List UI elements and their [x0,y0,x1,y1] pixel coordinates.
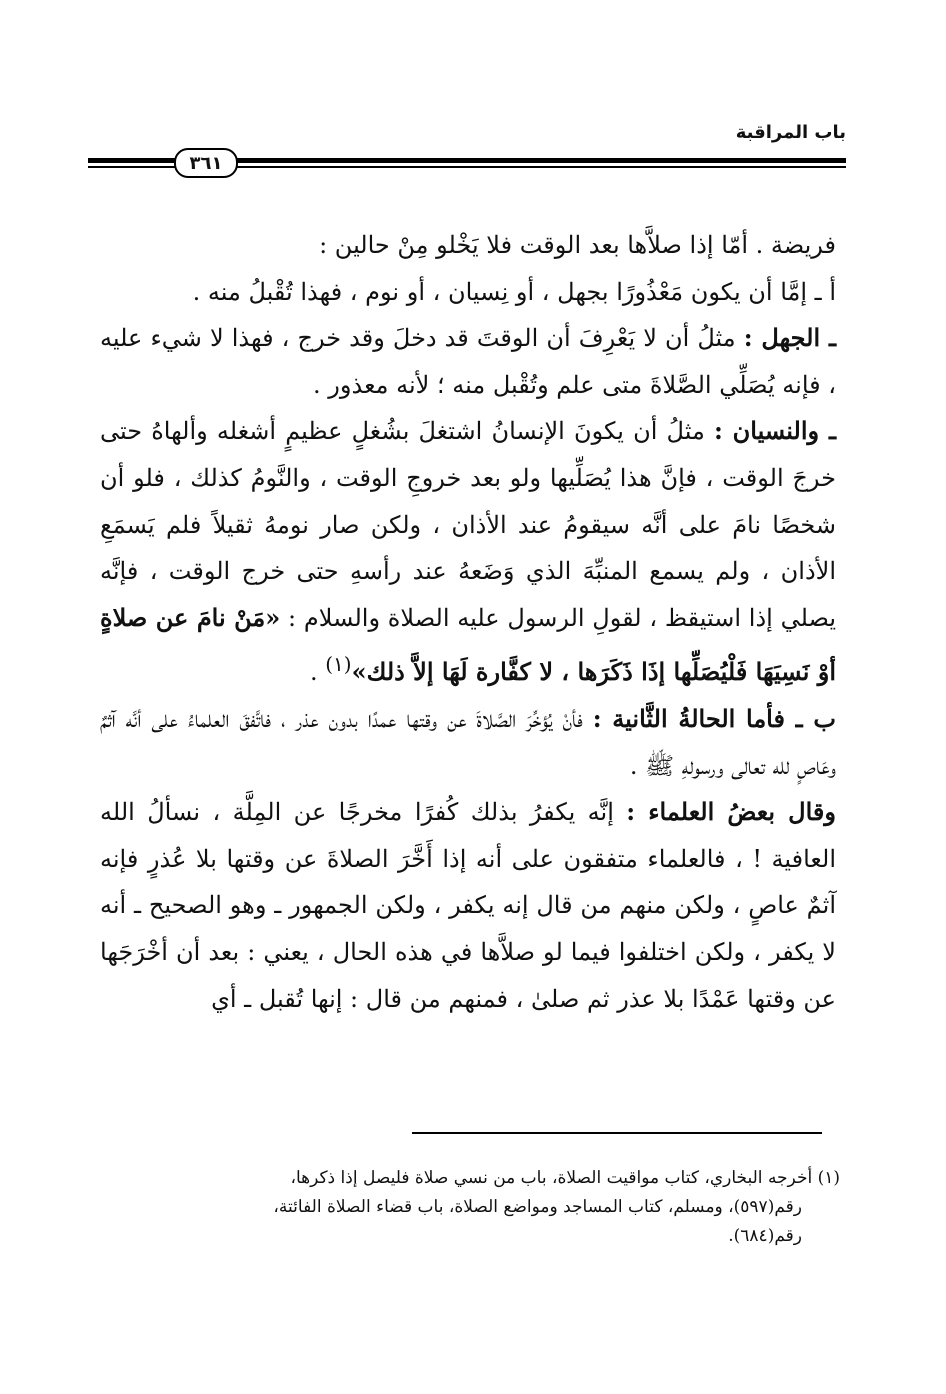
paragraph-3 [100,315,836,408]
footnote-line-3: رقم(٦٨٤). [728,1226,802,1246]
chapter-title: باب المراقبة [735,122,846,143]
footnote-line-2: رقم(٥٩٧)، ومسلم، كتاب المساجد ومواضع الصلاة، باب قضاء الصلاة الفائتة، [273,1197,802,1217]
paragraph-4-end: . [309,658,326,687]
paragraph-4-text: مثلُ أن يكونَ الإنسانُ اشتغلَ بشُغلٍ عظيمٍ أشغله وألهاهُ حتى خرجَ الوقت ، فإنَّ هذا يُصَلِّيها ولو بعد خروجِ الوقت ، والنَّومُ كذلك ، فلو أن شخصًا نامَ على أنَّه سيقومُ عند الأذان ، ولكن صار نومهُ ثقيلاً فلم يَسمَعِ الأذان ، ولم يسمع المنبِّهَ الذي وَضَعهُ عند رأسهِ حتى خرج الوقت ، فإنَّه يصلي إذا استيقظ ، لقولِ الرسول عليه الصلاة والسلام : [100,417,837,632]
footnotes [104,1164,840,1251]
header-rule [88,148,846,176]
paragraph-6-heading: وقال بعضُ العلماء : [626,797,836,827]
paragraph-4 [100,408,836,696]
page-header [88,118,846,180]
paragraph-5-heading: ب ـ فأما الحالةُ الثَّانية : [592,703,836,733]
paragraph-5-text: فأنْ يُؤخِّرَ الصَّلاةَ عن وقتها عمدًا بدون عذر ، فاتَّفقَ العلماءُ على أنَّه آثمٌ وعَاصٍ لله تعالى ورسولهِ ﷺ . [100,704,836,780]
page-number: ٣٦١ [174,148,238,178]
paragraph-3-text: مثلُ أن لا يَعْرِفَ أن الوقتَ قد دخلَ وقد خرج ، فهذا لا شيء عليه ، فإنه يُصَلِّي الصَّلاةَ متى علم وتُقْبل منه ؛ لأنه معذور . [100,324,836,399]
paragraph-3-heading: ـ الجهل : [743,323,836,353]
hadith-quote: «مَنْ نامَ عن صلاةٍ أوْ نَسِيَهَا فَلْيُصَلِّها إذَا ذَكَرَها ، لا كفَّارة لَهَا إلاَّ ذلك» [100,602,836,687]
paragraph-2: أ ـ إمَّا أن يكون مَعْذُورًا بجهل ، أو نِسيان ، أو نوم ، فهذا تُقْبلُ منه . [192,277,836,306]
main-text [100,222,836,1022]
paragraph-1: فريضة . أمّا إذا صلاَّها بعد الوقت فلا يَخْلو مِنْ حالين : [319,231,836,259]
footnote-separator [412,1132,822,1134]
paragraph-5 [100,696,836,789]
footnote-ref: (١) [325,652,352,677]
paragraph-4-heading: ـ والنسيان : [713,416,836,446]
paragraph-6-text: إنَّه يكفرُ بذلك كُفرًا مخرجًا عن المِلَّة ، نسألُ الله العافية ! ، فالعلماء متفقون على أنه إذا أَخَّرَ الصلاةَ عن وقتها بلا عُذرٍ فإنه آثمٌ عاصٍ ، ولكن منهم من قال إنه يكفر ، ولكن الجمهور ـ وهو الصحيح ـ أنه لا يكفر ، ولكن اختلفوا فيما لو صلاَّها في هذه الحال ، يعني : بعد أن أخْرَجَها عن وقتها عَمْدًا بلا عذر ثم صلىٰ ، فمنهم من قال : إنها تُقبل ـ أي [100,798,836,1013]
paragraph-6 [100,789,836,1022]
footnote-line-1: (١) أخرجه البخاري، كتاب مواقيت الصلاة، باب من نسي صلاة فليصل إذا ذكرها، [290,1168,840,1188]
